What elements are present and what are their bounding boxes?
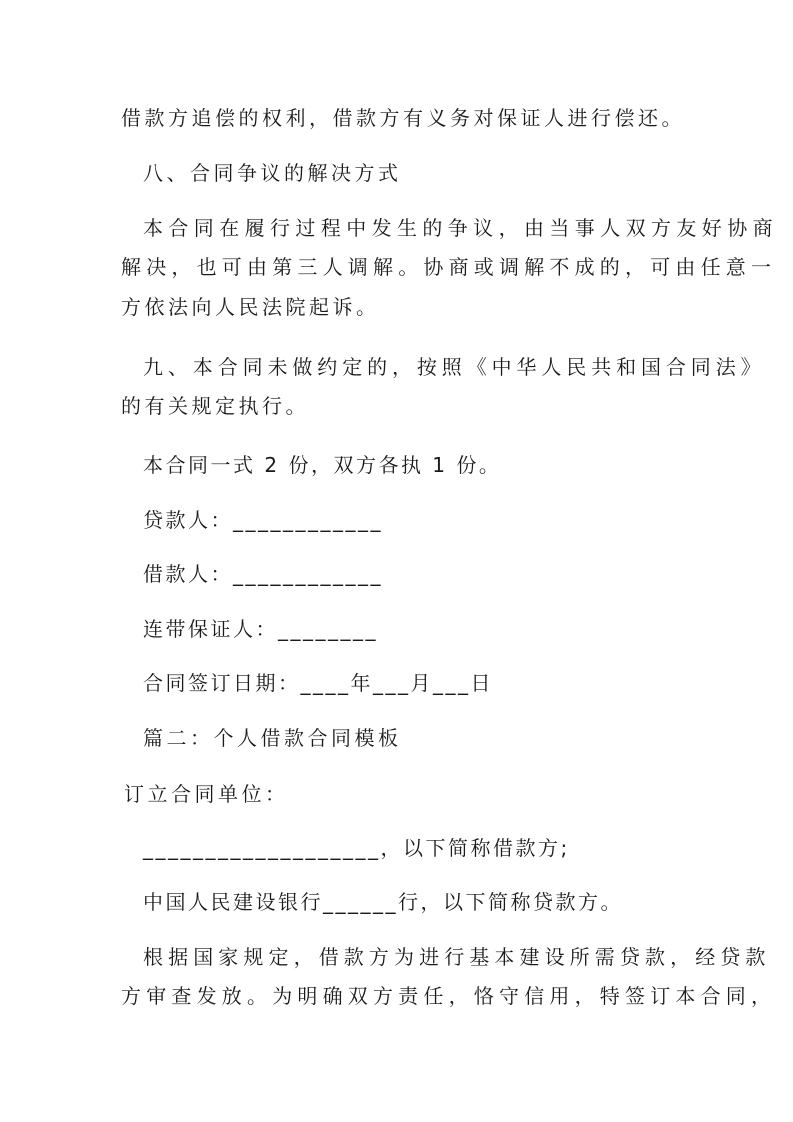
guarantor-signature-line: 连带保证人：________ xyxy=(143,617,378,641)
paragraph-line: 方依法向人民法院起诉。 xyxy=(121,295,380,319)
paragraph-line: 借款方追偿的权利，借款方有义务对保证人进行偿还。 xyxy=(121,106,685,130)
paragraph-line: 本合同在履行过程中发生的争议，由当事人双方友好协商 xyxy=(143,216,778,240)
paragraph-line: 的有关规定执行。 xyxy=(121,394,309,418)
borrower-party-line: ___________________，以下简称借款方; xyxy=(143,836,570,860)
paragraph-line: 解决，也可由第三人调解。协商或调解不成的，可由任意一 xyxy=(121,255,777,279)
section-heading-unspecified-matters: 九、本合同未做约定的，按照《中华人民共和国合同法》 xyxy=(143,355,766,379)
copies-statement: 本合同一式 2 份，双方各执 1 份。 xyxy=(143,453,502,477)
borrower-signature-line: 借款人：____________ xyxy=(143,562,383,586)
lender-signature-line: 贷款人：____________ xyxy=(143,508,383,532)
signing-date-line: 合同签订日期：____年___月___日 xyxy=(143,671,493,695)
section-heading-dispute-resolution: 八、合同争议的解决方式 xyxy=(143,161,402,185)
paragraph-line: 方审查发放。为明确双方责任，恪守信用，特签订本合同， xyxy=(121,984,777,1008)
paragraph-line: 根据国家规定，借款方为进行基本建设所需贷款，经贷款 xyxy=(143,945,771,969)
contracting-parties-label: 订立合同单位： xyxy=(124,782,289,806)
chapter-title: 篇二：个人借款合同模板 xyxy=(143,726,402,750)
lender-party-line: 中国人民建设银行______行，以下简称贷款方。 xyxy=(143,890,623,914)
